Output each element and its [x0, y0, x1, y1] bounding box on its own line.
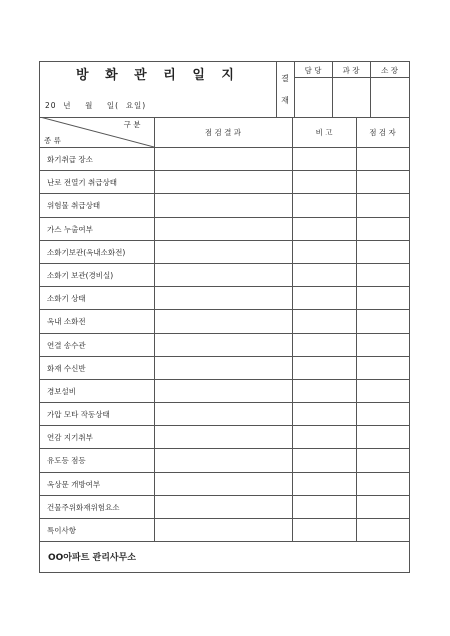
office-name: OO아파트 관리사무소	[48, 553, 136, 563]
table-row	[40, 218, 409, 241]
result-cell[interactable]	[155, 426, 292, 448]
table-row	[40, 426, 409, 449]
row-label: 소화기보관(옥내소화전)	[47, 247, 126, 257]
table-row	[40, 264, 409, 287]
inspector-cell[interactable]	[357, 148, 409, 170]
remarks-cell[interactable]	[293, 357, 356, 379]
remarks-cell[interactable]	[293, 241, 356, 263]
inspector-cell[interactable]	[357, 426, 409, 448]
result-cell[interactable]	[155, 287, 292, 309]
remarks-cell[interactable]	[293, 473, 356, 495]
table-row	[40, 357, 409, 380]
remarks-cell[interactable]	[293, 449, 356, 471]
inspector-cell[interactable]	[357, 496, 409, 518]
row-label: 가스 누출여부	[47, 224, 93, 234]
remarks-cell[interactable]	[293, 218, 356, 240]
table-row	[40, 241, 409, 264]
row-label: 가압 모타 작동상태	[47, 410, 110, 420]
table-row	[40, 519, 409, 542]
inspector-cell[interactable]	[357, 171, 409, 193]
category-header-bottom: 종 류	[44, 136, 61, 145]
form-footer	[40, 540, 409, 572]
approval-role-manager: 과 장	[342, 66, 360, 75]
inspector-cell[interactable]	[357, 403, 409, 425]
approval-role-staff: 담 당	[304, 66, 322, 75]
column-header-row	[40, 117, 409, 148]
remarks-cell[interactable]	[293, 380, 356, 402]
result-cell[interactable]	[155, 380, 292, 402]
approval-label-bottom: 재	[281, 96, 289, 106]
remarks-cell[interactable]	[293, 426, 356, 448]
table-row	[40, 403, 409, 426]
row-label: 소화기 상태	[47, 294, 86, 304]
remarks-cell[interactable]	[293, 403, 356, 425]
inspector-cell[interactable]	[357, 287, 409, 309]
inspector-cell[interactable]	[357, 241, 409, 263]
row-label: 옥상문 개방여부	[47, 479, 101, 489]
remarks-cell[interactable]	[293, 148, 356, 170]
remarks-cell[interactable]	[293, 334, 356, 356]
result-cell[interactable]	[155, 264, 292, 286]
result-cell[interactable]	[155, 357, 292, 379]
remarks-cell[interactable]	[293, 519, 356, 541]
remarks-cell[interactable]	[293, 171, 356, 193]
inspector-cell[interactable]	[357, 334, 409, 356]
table-row	[40, 380, 409, 403]
result-cell[interactable]	[155, 241, 292, 263]
inspector-cell[interactable]	[357, 357, 409, 379]
row-label: 소화기 보관(경비실)	[47, 270, 114, 280]
inspection-rows	[40, 148, 409, 542]
inspector-cell[interactable]	[357, 264, 409, 286]
inspector-header: 점 검 자	[369, 128, 396, 137]
table-row	[40, 287, 409, 310]
inspector-cell[interactable]	[357, 449, 409, 471]
signature-box-staff[interactable]	[295, 78, 332, 117]
table-row	[40, 473, 409, 496]
remarks-cell[interactable]	[293, 264, 356, 286]
approval-label-top: 결	[281, 73, 289, 83]
result-cell[interactable]	[155, 403, 292, 425]
remarks-cell[interactable]	[293, 287, 356, 309]
row-label: 위험물 취급상태	[47, 201, 101, 211]
result-cell[interactable]	[155, 194, 292, 216]
result-cell[interactable]	[155, 218, 292, 240]
row-label: 특이사항	[47, 526, 76, 535]
table-row	[40, 194, 409, 217]
signature-box-director[interactable]	[371, 78, 409, 117]
row-label: 건물주위화재위험요소	[47, 502, 120, 512]
result-cell[interactable]	[155, 519, 292, 541]
table-row	[40, 334, 409, 357]
row-label: 연감 지기취부	[47, 433, 93, 443]
inspector-cell[interactable]	[357, 310, 409, 332]
result-header: 점 검 결 과	[204, 128, 242, 137]
approval-role-director: 소 장	[381, 66, 398, 75]
date-line: 20 년 월 일( 요일)	[45, 101, 147, 110]
remarks-cell[interactable]	[293, 496, 356, 518]
result-cell[interactable]	[155, 473, 292, 495]
result-cell[interactable]	[155, 171, 292, 193]
form-header	[40, 62, 409, 118]
approval-label	[276, 62, 294, 117]
inspector-cell[interactable]	[357, 218, 409, 240]
row-label: 연결 송수관	[47, 340, 86, 350]
inspector-cell[interactable]	[357, 194, 409, 216]
inspector-cell[interactable]	[357, 519, 409, 541]
row-label: 경보설비	[47, 386, 76, 396]
table-row	[40, 449, 409, 472]
table-row	[40, 171, 409, 194]
fire-management-log-form	[39, 61, 410, 573]
row-label: 화기취급 장소	[47, 155, 93, 164]
table-row	[40, 496, 409, 519]
result-cell[interactable]	[155, 449, 292, 471]
table-row	[40, 148, 409, 171]
signature-box-manager[interactable]	[333, 78, 370, 117]
category-header-top: 구 분	[123, 120, 141, 129]
result-cell[interactable]	[155, 496, 292, 518]
result-cell[interactable]	[155, 148, 292, 170]
inspector-cell[interactable]	[357, 380, 409, 402]
remarks-cell[interactable]	[293, 194, 356, 216]
row-label: 난로 전열기 취급상태	[47, 178, 117, 188]
table-row	[40, 310, 409, 333]
remarks-cell[interactable]	[293, 310, 356, 332]
result-cell[interactable]	[155, 334, 292, 356]
result-cell[interactable]	[155, 310, 292, 332]
inspector-cell[interactable]	[357, 473, 409, 495]
row-label: 옥내 소화전	[47, 317, 86, 327]
form-title: 방 화 관 리 일 지	[76, 68, 240, 83]
remarks-header: 비 고	[315, 128, 333, 137]
row-label: 유도등 점등	[47, 456, 86, 466]
row-label: 화재 수신반	[47, 363, 86, 373]
